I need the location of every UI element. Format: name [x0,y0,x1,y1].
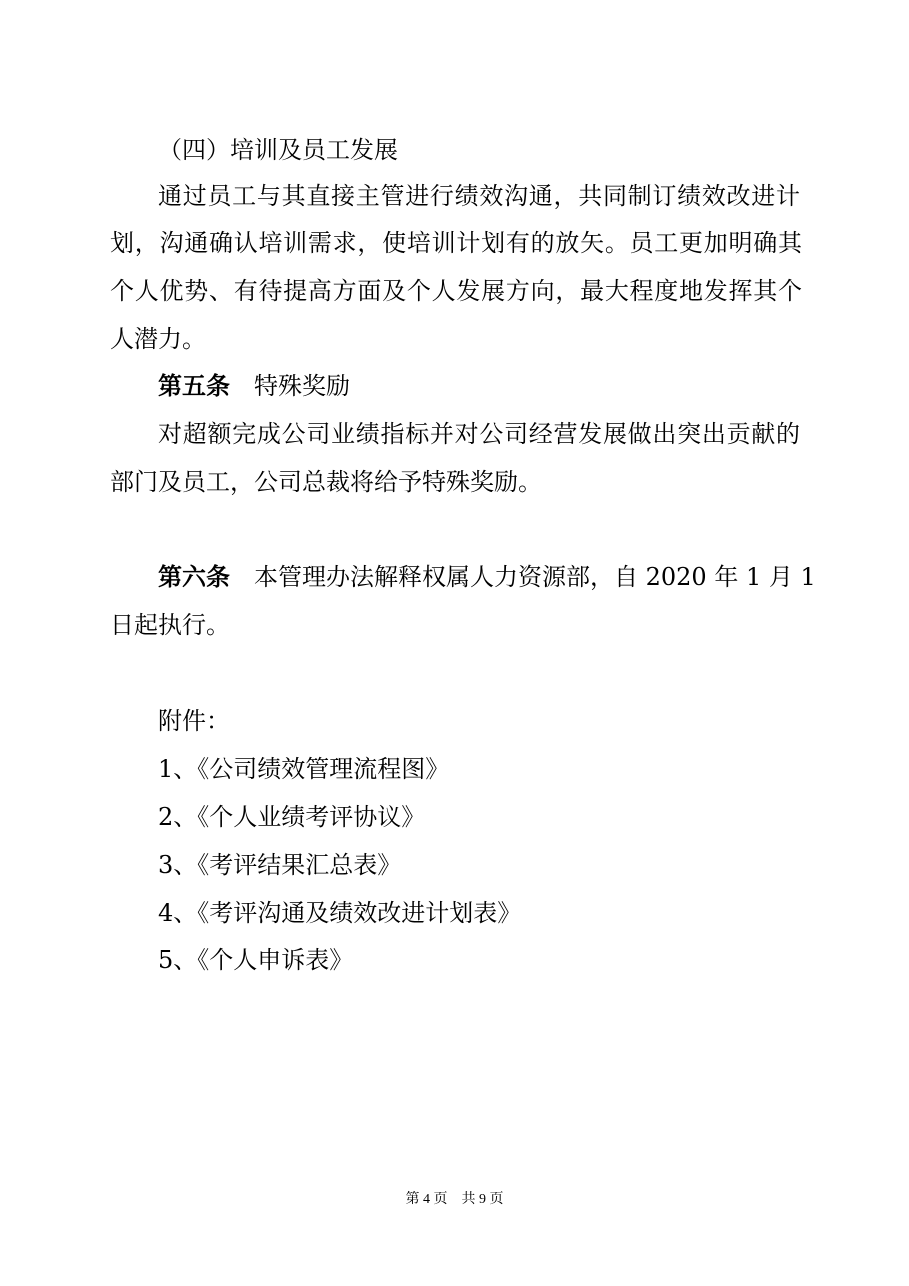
paragraph-line: 个人优势、有待提高方面及个人发展方向，最大程度地发挥其个 [110,277,802,305]
article-label: 第五条 [158,371,230,400]
article-6-line [158,561,816,593]
attachment-item: 4、《考评沟通及绩效改进计划表》 [158,899,522,927]
paragraph-line: 通过员工与其直接主管进行绩效沟通，共同制订绩效改进计 [158,182,800,210]
attachment-item: 2、《个人业绩考评协议》 [158,803,426,831]
article-5-heading [158,370,350,402]
page-footer [0,1190,909,1210]
paragraph-line: 人潜力。 [110,325,206,353]
paragraph-line: 对超额完成公司业绩指标并对公司经营发展做出突出贡献的 [158,420,800,448]
paragraph-line: 部门及员工，公司总裁将给予特殊奖励。 [110,468,542,496]
page-number: 第 4 页 [405,1192,448,1207]
article-title: 特殊奖励 [254,372,350,400]
attachment-item: 3、《考评结果汇总表》 [158,851,402,879]
article-label: 第六条 [158,562,230,591]
attachment-item: 1、《公司绩效管理流程图》 [158,755,450,783]
attachment-item: 5、《个人申诉表》 [158,946,354,974]
section-heading-training: （四）培训及员工发展 [158,136,398,164]
article-6-text: 本管理办法解释权属人力资源部，自 2020 年 1 月 1 [254,563,816,591]
page-total: 共 9 页 [461,1192,504,1207]
paragraph-line: 划，沟通确认培训需求，使培训计划有的放矢。员工更加明确其 [110,229,802,257]
attachments-title: 附件： [158,707,230,735]
paragraph-line: 日起执行。 [110,611,230,639]
